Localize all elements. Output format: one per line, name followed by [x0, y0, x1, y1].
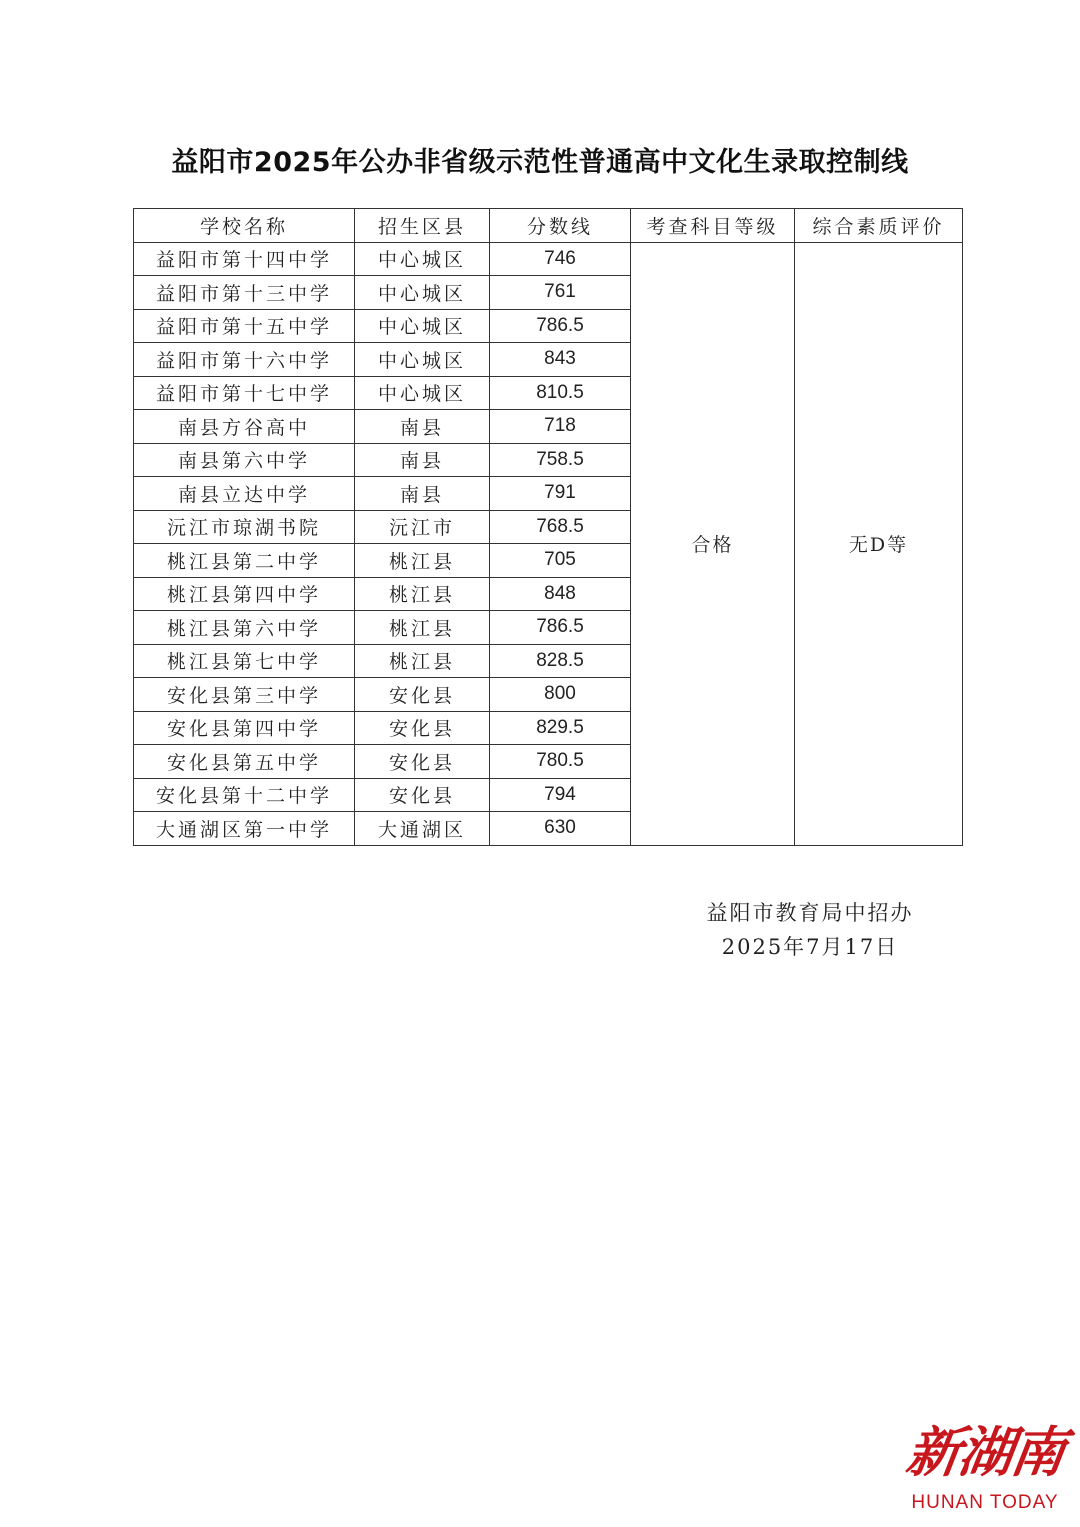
score-cell: 780.5: [490, 745, 631, 779]
district-cell: 中心城区: [355, 343, 490, 377]
school-name-cell: 安化县第十二中学: [134, 778, 355, 812]
district-cell: 中心城区: [355, 242, 490, 276]
header-school-name: 学校名称: [134, 209, 355, 243]
school-name-cell: 南县第六中学: [134, 443, 355, 477]
issuing-office: 益阳市教育局中招办: [706, 901, 914, 925]
district-cell: 桃江县: [355, 544, 490, 578]
school-name-cell: 沅江市琼湖书院: [134, 510, 355, 544]
score-cell: 786.5: [490, 309, 631, 343]
logo-english-name: HUNAN TODAY: [911, 1492, 1059, 1513]
district-cell: 南县: [355, 477, 490, 511]
school-name-cell: 益阳市第十四中学: [134, 242, 355, 276]
score-cell: 705: [490, 544, 631, 578]
score-cell: 786.5: [490, 611, 631, 645]
score-cell: 828.5: [490, 644, 631, 678]
school-name-cell: 益阳市第十七中学: [134, 376, 355, 410]
score-cell: 829.5: [490, 711, 631, 745]
district-cell: 安化县: [355, 778, 490, 812]
district-cell: 安化县: [355, 745, 490, 779]
district-cell: 中心城区: [355, 309, 490, 343]
table-body: [134, 242, 963, 845]
score-cell: 800: [490, 678, 631, 712]
district-cell: 桃江县: [355, 611, 490, 645]
score-cell: 848: [490, 577, 631, 611]
header-district: 招生区县: [355, 209, 490, 243]
district-cell: 南县: [355, 443, 490, 477]
cutoff-table: [133, 208, 963, 846]
school-name-cell: 桃江县第四中学: [134, 577, 355, 611]
score-cell: 746: [490, 242, 631, 276]
table-header-row: [134, 209, 963, 243]
quality-eval-cell: 无D等: [795, 242, 963, 845]
hunan-today-logo: [900, 1420, 1070, 1520]
score-cell: 718: [490, 410, 631, 444]
district-cell: 中心城区: [355, 276, 490, 310]
score-cell: 791: [490, 477, 631, 511]
school-name-cell: 桃江县第七中学: [134, 644, 355, 678]
score-cell: 761: [490, 276, 631, 310]
school-name-cell: 益阳市第十六中学: [134, 343, 355, 377]
school-name-cell: 益阳市第十三中学: [134, 276, 355, 310]
school-name-cell: 南县立达中学: [134, 477, 355, 511]
school-name-cell: 大通湖区第一中学: [134, 812, 355, 846]
district-cell: 中心城区: [355, 376, 490, 410]
school-name-cell: 安化县第五中学: [134, 745, 355, 779]
district-cell: 安化县: [355, 711, 490, 745]
issue-date: 2025年7月17日: [721, 935, 899, 959]
school-name-cell: 益阳市第十五中学: [134, 309, 355, 343]
score-cell: 810.5: [490, 376, 631, 410]
school-name-cell: 南县方谷高中: [134, 410, 355, 444]
header-quality-eval: 综合素质评价: [795, 209, 963, 243]
district-cell: 南县: [355, 410, 490, 444]
school-name-cell: 安化县第三中学: [134, 678, 355, 712]
signature-block: [690, 896, 930, 964]
district-cell: 桃江县: [355, 577, 490, 611]
score-cell: 768.5: [490, 510, 631, 544]
district-cell: 沅江市: [355, 510, 490, 544]
header-score: 分数线: [490, 209, 631, 243]
school-name-cell: 桃江县第六中学: [134, 611, 355, 645]
school-name-cell: 桃江县第二中学: [134, 544, 355, 578]
school-name-cell: 安化县第四中学: [134, 711, 355, 745]
score-cell: 843: [490, 343, 631, 377]
district-cell: 桃江县: [355, 644, 490, 678]
score-cell: 794: [490, 778, 631, 812]
district-cell: 安化县: [355, 678, 490, 712]
page-title: 益阳市2025年公办非省级示范性普通高中文化生录取控制线: [171, 147, 909, 178]
score-cell: 630: [490, 812, 631, 846]
subject-grade-cell: 合格: [631, 242, 795, 845]
header-subject-grade: 考查科目等级: [631, 209, 795, 243]
table-row: [134, 242, 963, 276]
logo-chinese-name: 新湖南: [902, 1420, 1068, 1484]
score-cell: 758.5: [490, 443, 631, 477]
district-cell: 大通湖区: [355, 812, 490, 846]
